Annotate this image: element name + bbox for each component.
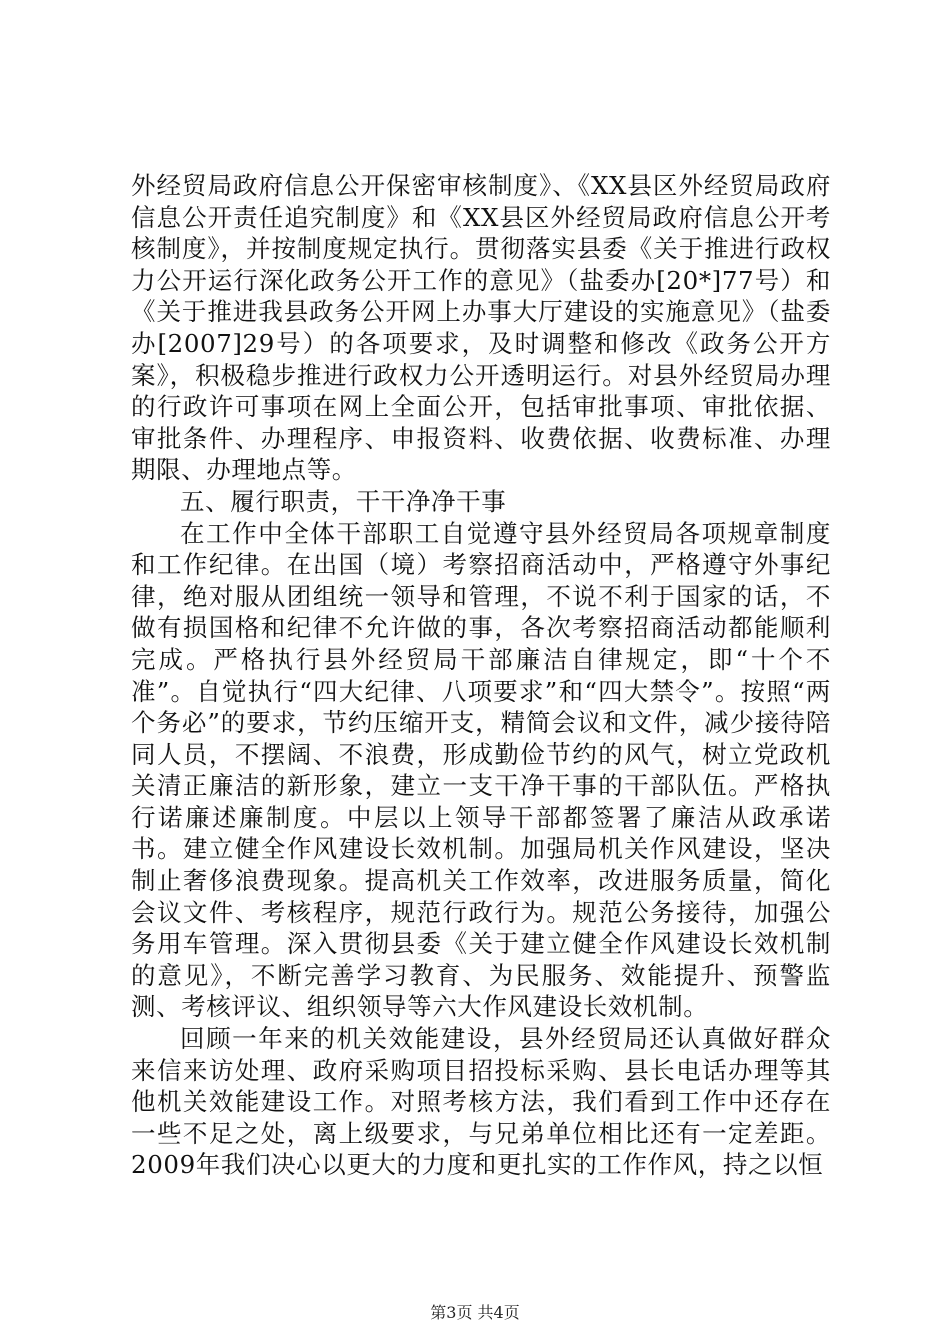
document-body [131, 170, 831, 1181]
page-footer: 第3页 共4页 [430, 1303, 520, 1322]
paragraph-duties: 在工作中全体干部职工自觉遵守县外经贸局各项规章制度和工作纪律。在出国（境）考察招商活动中，严格遵守外事纪律，绝对服从团组统一领导和管理，不说不利于国家的话，不做有损国格和纪律不允许做的事，各次考察招商活动都能顺利完成。严格执行县外经贸局干部廉洁自律规定，即“十个不准”。自觉执行“四大纪律、八项要求”和“四大禁令”。按照“两个务必”的要求，节约压缩开支，精简会议和文件，减少接待陪同人员，不摆阔、不浪费，形成勤俭节约的风气，树立党政机关清正廉洁的新形象，建立一支干净干事的干部队伍。严格执行诺廉述廉制度。中层以上领导干部都签署了廉洁从政承诺书。建立健全作风建设长效机制。加强局机关作风建设，坚决制止奢侈浪费现象。提高机关工作效率，改进服务质量，简化会议文件、考核程序，规范行政行为。规范公务接待，加强公务用车管理。深入贯彻县委《关于建立健全作风建设长效机制的意见》，不断完善学习教育、为民服务、效能提升、预警监测、考核评议、组织领导等六大作风建设长效机制。 [131, 518, 831, 1022]
paragraph-continued: 外经贸局政府信息公开保密审核制度》、《XX县区外经贸局政府信息公开责任追究制度》和《XX县区外经贸局政府信息公开考核制度》，并按制度规定执行。贯彻落实县委《关于推进行政权力公开运行深化政务公开工作的意见》（盐委办[20*]77号）和《关于推进我县政务公开网上办事大厅建设的实施意见》（盐委办[2007]29号）的各项要求，及时调整和修改《政务公开方案》，积极稳步推进行政权力公开透明运行。对县外经贸局办理的行政许可事项在网上全面公开，包括审批事项、审批依据、审批条件、办理程序、申报资料、收费依据、收费标准、办理期限、办理地点等。 [131, 171, 831, 485]
paragraph-review: 回顾一年来的机关效能建设，县外经贸局还认真做好群众来信来访处理、政府采购项目招投标采购、县长电话办理等其他机关效能建设工作。对照考核方法，我们看到工作中还存在一些不足之处，离上级要求，与兄弟单位相比还有一定差距。2009年我们决心以更大的力度和更扎实的工作作风，持之以恒 [131, 1024, 831, 1180]
section-heading: 五、履行职责，干干净净干事 [180, 486, 507, 516]
